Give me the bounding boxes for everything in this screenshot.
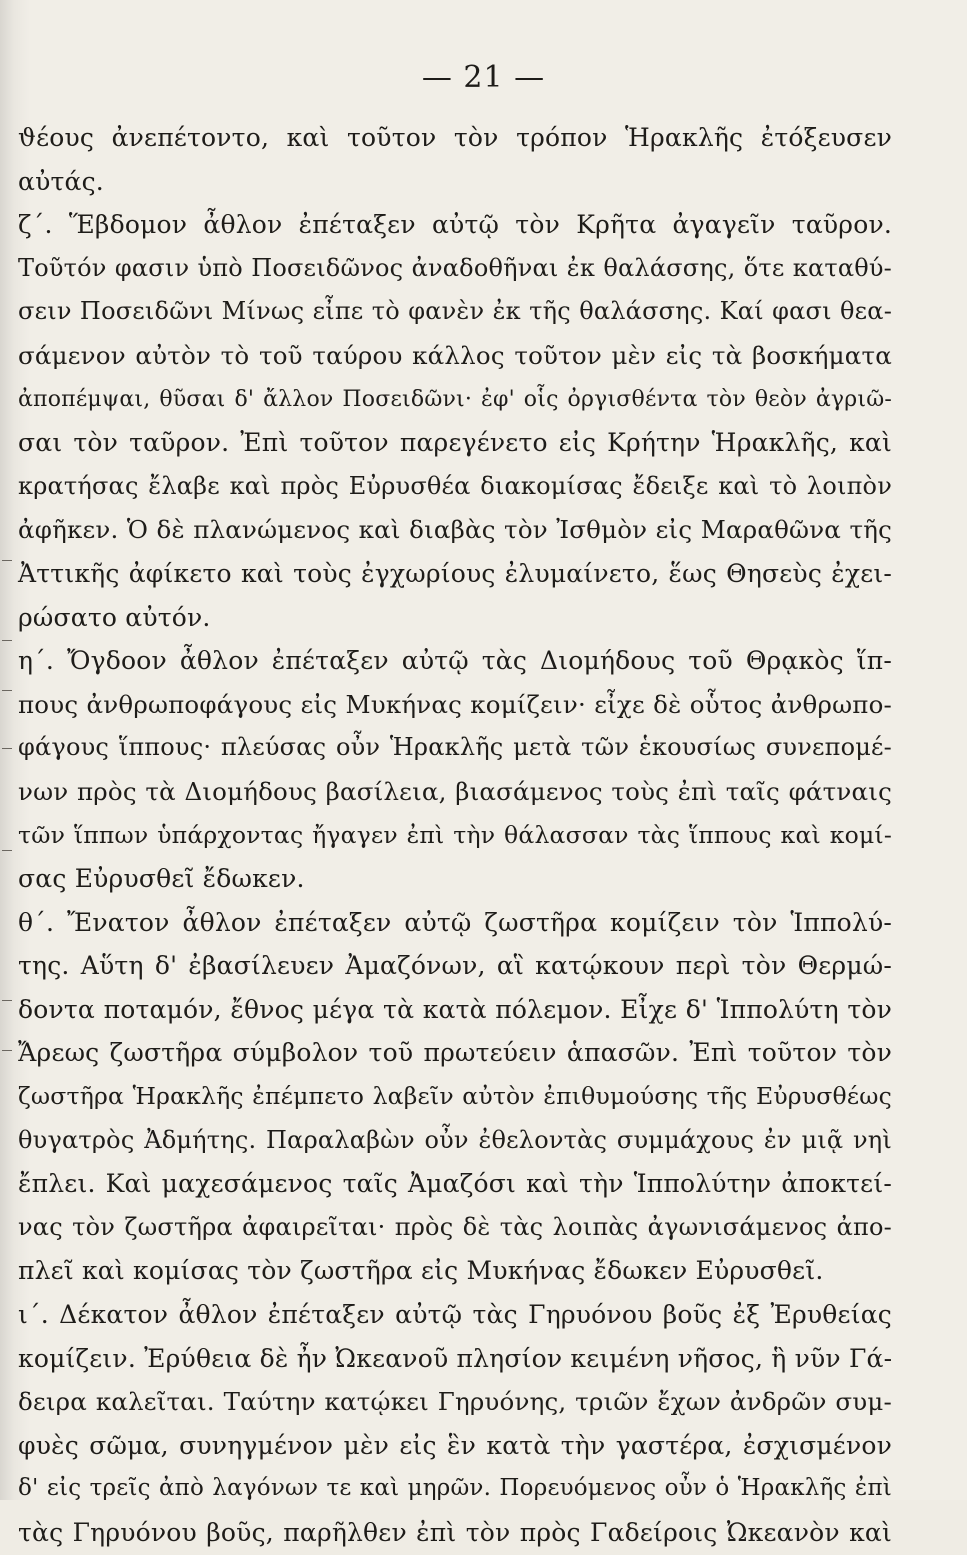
text-line: η΄. Ὄγδοον ἆθλον ἐπέταξεν αὐτῷ τὰς Διομήδους τοῦ Θρᾳκὸς ἵπ- [18,646,892,676]
text-line: πλεῖ καὶ κομίσας τὸν ζωστῆρα εἰς Μυκήνας ἔδωκεν Εὐρυσθεῖ. [18,1256,824,1286]
page-number: — 21 — [421,60,546,95]
text-line: της. Αὕτη δ' ἐβασίλευεν Ἀμαζόνων, αἳ κατῴκουν περὶ τὸν Θερμώ- [18,951,892,981]
binding-edge-mark [2,690,12,691]
text-line: δ' εἰς τρεῖς ἀπὸ λαγόνων τε καὶ μηρῶν. Πορευόμενος οὖν ὁ Ἡρακλῆς ἐπὶ [18,1475,892,1502]
body-text [18,116,892,1555]
binding-edge-mark [2,1000,12,1001]
text-line: ϑέους ἀνεπέτοντο, καὶ τοῦτον τὸν τρόπον Ἡρακλῆς ἐτόξευσεν [18,123,892,152]
text-line: Τοῦτόν φασιν ὑπὸ Ποσειδῶνος ἀναδοθῆναι ἐκ θαλάσσης, ὅτε καταθύ- [18,253,892,282]
text-line: κρατήσας ἔλαβε καὶ πρὸς Εὐρυσθέα διακομίσας ἔδειξε καὶ τὸ λοιπὸν [18,471,892,500]
binding-edge-mark [2,1050,12,1051]
text-line: σαι τὸν ταῦρον. Ἐπὶ τοῦτον παρεγένετο εἰς Κρήτην Ἡρακλῆς, καὶ [18,428,892,458]
text-line: ἀφῆκεν. Ὁ δὲ πλανώμενος καὶ διαβὰς τὸν Ἰσθμὸν εἰς Μαραθῶνα τῆς [18,515,892,545]
text-line: τῶν ἵππων ὑπάρχοντας ἤγαγεν ἐπὶ τὴν θάλασσαν τὰς ἵππους καὶ κομί- [18,820,892,849]
binding-edge-mark [2,560,12,561]
text-line: νας τὸν ζωστῆρα ἀφαιρεῖται· πρὸς δὲ τὰς λοιπὰς ἀγωνισάμενος ἀπο- [18,1212,892,1241]
text-line: Ἀττικῆς ἀφίκετο καὶ τοὺς ἐγχωρίους ἐλυμαίνετο, ἕως Θησεὺς ἐχει- [18,558,892,588]
binding-edge-mark [2,640,12,641]
binding-edge-mark [2,850,12,851]
text-line: θ΄. Ἔνατον ἆθλον ἐπέταξεν αὐτῷ ζωστῆρα κομίζειν τὸν Ἱππολύ- [18,907,892,937]
text-line: αὐτάς. [18,166,104,196]
text-line: θυγατρὸς Ἀδμήτης. Παραλαβὼν οὖν ἐθελοντὰς συμμάχους ἐν μιᾷ νηὶ [18,1125,892,1154]
text-line: νων πρὸς τὰ Διομήδους βασίλεια, βιασάμενος τοὺς ἐπὶ ταῖς φάτναις [18,776,892,806]
text-line: πους ἀνθρωποφάγους εἰς Μυκήνας κομίζειν· εἶχε δὲ οὗτος ἀνθρωπο- [18,689,892,719]
text-line: σας Εὐρυσθεῖ ἔδωκεν. [18,864,305,894]
text-line: ζ΄. Ἕβδομον ἆθλον ἐπέταξεν αὐτῷ τὸν Κρῆτα ἀγαγεῖν ταῦρον. [18,210,892,240]
text-line: ἔπλει. Καὶ μαχεσάμενος ταῖς Ἀμαζόσι καὶ τὴν Ἱππολύτην ἀποκτεί- [18,1169,892,1199]
text-line: κομίζειν. Ἐρύθεια δὲ ἦν Ὠκεανοῦ πλησίον κειμένη νῆσος, ἣ νῦν Γά- [18,1343,893,1373]
text-line: σειν Ποσειδῶνι Μίνως εἶπε τὸ φανὲν ἐκ τῆς θαλάσσης. Καί φασι θεα- [18,297,892,326]
text-line: δειρα καλεῖται. Ταύτην κατῴκει Γηρυόνης, τριῶν ἔχων ἀνδρῶν συμ- [18,1387,892,1417]
text-line: δοντα ποταμόν, ἔθνος μέγα τὰ κατὰ πόλεμον. Εἶχε δ' Ἱππολύτη τὸν [18,994,892,1024]
text-line: ἀποπέμψαι, θῦσαι δ' ἄλλον Ποσειδῶνι· ἐφ' οἷς ὀργισθέντα τὸν θεὸν ἀγριῶ- [18,386,892,412]
text-line: ι΄. Δέκατον ἆθλον ἐπέταξεν αὐτῷ τὰς Γηρυόνου βοῦς ἐξ Ἐρυθείας [18,1300,892,1330]
text-line: τὰς Γηρυόνου βοῦς, παρῆλθεν ἐπὶ τὸν πρὸς Γαδείροις Ὠκεανὸν καὶ [18,1518,892,1547]
text-line: Ἄρεως ζωστῆρα σύμβολον τοῦ πρωτεύειν ἁπασῶν. Ἐπὶ τοῦτον τὸν [18,1038,892,1068]
text-line: ρώσατο αὐτόν. [18,602,211,632]
text-line: σάμενον αὐτὸν τὸ τοῦ ταύρου κάλλος τοῦτον μὲν εἰς τὰ βοσκήματα [18,340,892,370]
text-line: φάγους ἵππους· πλεύσας οὖν Ἡρακλῆς μετὰ τῶν ἑκουσίως συνεπομέ- [18,733,892,762]
binding-edge-mark [2,748,12,749]
text-line: φυὲς σῶμα, συνηγμένον μὲν εἰς ἓν κατὰ τὴν γαστέρα, ἐσχισμένον [18,1430,892,1460]
text-line: ζωστῆρα Ἡρακλῆς ἐπέμπετο λαβεῖν αὐτὸν ἐπιθυμούσης τῆς Εὐρυσθέως [18,1082,892,1111]
